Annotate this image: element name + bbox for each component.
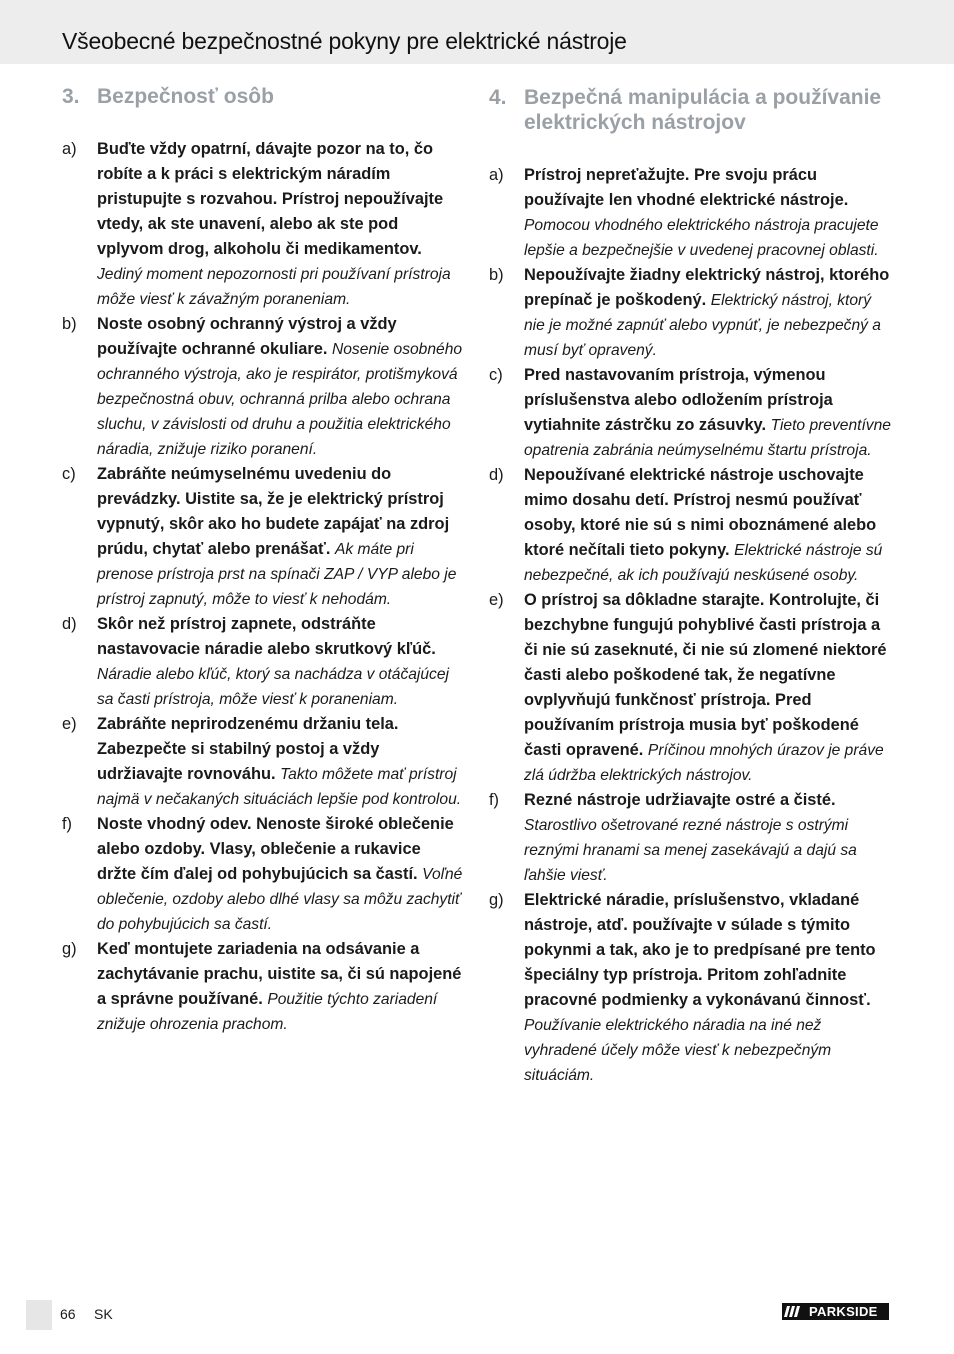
instruction-list bbox=[62, 137, 464, 1037]
item-letter: b) bbox=[62, 315, 77, 333]
section-tool-handling bbox=[489, 84, 891, 1088]
list-item bbox=[62, 812, 464, 937]
item-letter: d) bbox=[62, 615, 77, 633]
item-explanation: Pomocou vhodného elektrického nástroja pracujete lepšie a bezpečnejšie v uvedenej pracovnej oblasti. bbox=[524, 217, 879, 259]
item-instruction: Noste osobný ochranný výstroj a vždy používajte ochranné okuliare. bbox=[97, 315, 397, 358]
item-letter: f) bbox=[489, 791, 500, 809]
item-letter: g) bbox=[62, 940, 77, 958]
item-explanation: Použitie týchto zariadení znižuje ohrozenia prachom. bbox=[97, 991, 438, 1033]
footer-tab-marker bbox=[26, 1300, 52, 1330]
item-explanation: Elektrické nástroje sú nebezpečné, ak ich používajú neskúsené osoby. bbox=[524, 542, 883, 584]
item-instruction: Pred nastavovaním prístroja, výmenou príslušenstva alebo odložením prístroja vytiahnite zástrčku zo zásuvky. bbox=[524, 366, 833, 434]
item-explanation: Príčinou mnohých úrazov je práve zlá údržba elektrických nástrojov. bbox=[524, 742, 884, 784]
list-item bbox=[489, 363, 891, 463]
list-item bbox=[489, 588, 891, 788]
list-item bbox=[489, 163, 891, 263]
list-item bbox=[62, 612, 464, 712]
item-instruction: Nepoužívané elektrické nástroje uschovajte mimo dosahu detí. Prístroj nesmú používať osoby, ktoré nie sú s nimi oboznámené alebo ktoré nečítali tieto pokyny. bbox=[524, 466, 877, 559]
item-instruction: Zabráňte neprirodzenému držaniu tela. Zabezpečte si stabilný postoj a vždy udržiavajte rovnováhu. bbox=[97, 715, 399, 783]
list-item bbox=[62, 137, 464, 312]
item-explanation: Ak máte pri prenose prístroja prst na spínači ZAP / VYP alebo je prístroj zapnutý, môže to viesť k nehodám. bbox=[97, 541, 457, 608]
item-letter: a) bbox=[62, 140, 77, 158]
item-instruction: Rezné nástroje udržiavajte ostré a čisté. bbox=[524, 791, 836, 809]
item-letter: c) bbox=[489, 366, 503, 384]
language-code: SK bbox=[94, 1306, 113, 1322]
item-instruction: Buďte vždy opatrní, dávajte pozor na to, čo robíte a k práci s elektrickým náradím pristupujte s rozvahou. Prístroj nepoužívajte vtedy, ak ste unavení, alebo ak ste pod vplyvom drog, alkoholu či medikamentov. bbox=[97, 140, 444, 258]
brand-name: PARKSIDE bbox=[809, 1304, 878, 1319]
item-explanation: Elektrický nástroj, ktorý nie je možné zapnúť alebo vypnúť, je nebezpečný a musí byť opravený. bbox=[524, 292, 881, 359]
section-heading bbox=[62, 84, 464, 109]
section-heading bbox=[489, 85, 891, 135]
item-instruction: Elektrické náradie, príslušenstvo, vkladané nástroje, atď. používajte v súlade s týmito pokynmi a tak, ako je to predpísané pre tento špeciálny typ prístroja. Pritom zohľadnite pracovné podmienky a vykonávanú činnosť. bbox=[524, 891, 876, 1009]
list-item bbox=[489, 888, 891, 1088]
list-item bbox=[62, 312, 464, 462]
item-instruction: Nepoužívajte žiadny elektrický nástroj, ktorého prepínač je poškodený. bbox=[524, 266, 890, 309]
section-number: 3. bbox=[62, 85, 80, 108]
item-explanation: Náradie alebo kľúč, ktorý sa nachádza v otáčajúcej sa časti prístroja, môže viesť k poraneniam. bbox=[97, 666, 449, 708]
item-letter: b) bbox=[489, 266, 504, 284]
list-item bbox=[62, 712, 464, 812]
section-personal-safety bbox=[62, 84, 464, 1037]
instruction-list bbox=[489, 163, 891, 1088]
list-item bbox=[62, 462, 464, 612]
item-letter: d) bbox=[489, 466, 504, 484]
item-letter: e) bbox=[62, 715, 77, 733]
item-letter: f) bbox=[62, 815, 73, 833]
item-letter: a) bbox=[489, 166, 504, 184]
item-letter: g) bbox=[489, 891, 504, 909]
page-title: Všeobecné bezpečnostné pokyny pre elektrické nástroje bbox=[62, 28, 627, 54]
list-item bbox=[62, 937, 464, 1037]
list-item bbox=[489, 263, 891, 363]
item-explanation: Voľné oblečenie, ozdoby alebo dlhé vlasy sa môžu zachytiť do pohybujúcich sa častí. bbox=[97, 866, 463, 933]
section-number: 4. bbox=[489, 86, 507, 109]
section-title: Bezpečnosť osôb bbox=[97, 85, 274, 108]
item-instruction: Noste vhodný odev. Nenoste široké oblečenie alebo ozdoby. Vlasy, oblečenie a rukavice držte čím ďalej od pohybujúcich sa častí. bbox=[97, 815, 454, 883]
section-title: Bezpečná manipulácia a používanie elektrických nástrojov bbox=[524, 86, 882, 134]
list-item bbox=[489, 463, 891, 588]
item-instruction: Keď montujete zariadenia na odsávanie a zachytávanie prachu, uistite sa, či sú napojené a správne používané. bbox=[97, 940, 462, 1008]
item-explanation: Starostlivo ošetrované rezné nástroje s ostrými reznými hranami sa menej zasekávajú a dajú sa ľahšie viesť. bbox=[524, 817, 857, 884]
slash-stripes-icon bbox=[782, 1303, 806, 1320]
item-letter: e) bbox=[489, 591, 504, 609]
page-number: 66 bbox=[60, 1306, 76, 1322]
item-instruction: Skôr než prístroj zapnete, odstráňte nastavovacie náradie alebo skrutkový kľúč. bbox=[97, 615, 436, 658]
item-letter: c) bbox=[62, 465, 76, 483]
item-explanation: Nosenie osobného ochranného výstroja, ako je respirátor, protišmyková bezpečnostná obuv, ochranná prilba alebo ochrana sluchu, v závislosti od druhu a použitia elektrického náradia, znižuje riziko poranení. bbox=[97, 341, 463, 458]
item-explanation: Jediný moment nepozornosti pri používaní prístroja môže viesť k závažným poraneniam. bbox=[97, 266, 451, 308]
item-explanation: Takto môžete mať prístroj najmä v nečakaných situáciách lepšie pod kontrolou. bbox=[97, 766, 462, 808]
list-item bbox=[489, 788, 891, 888]
item-instruction: O prístroj sa dôkladne starajte. Kontrolujte, či bezchybne fungujú pohyblivé časti prístroja a či nie sú zaseknuté, či nie sú zlomené niektoré časti alebo poškodené tak, že negatívne ovplyvňujú funkčnosť prístroja. Pred používaním prístroja musia byť poškodené časti opravené. bbox=[524, 591, 887, 759]
brand-logo bbox=[782, 1303, 889, 1320]
item-instruction: Zabráňte neúmyselnému uvedeniu do prevádzky. Uistite sa, že je elektrický prístroj vypnutý, skôr ako ho budete zapájať na zdroj prúdu, chytať alebo prenášať. bbox=[97, 465, 450, 558]
item-explanation: Používanie elektrického náradia na iné než vyhradené účely môže viesť k nebezpečným situáciám. bbox=[524, 1017, 832, 1084]
item-explanation: Tieto preventívne opatrenia zabránia neúmyselnému štartu prístroja. bbox=[524, 417, 891, 459]
item-instruction: Prístroj nepreťažujte. Pre svoju prácu používajte len vhodné elektrické nástroje. bbox=[524, 166, 849, 209]
